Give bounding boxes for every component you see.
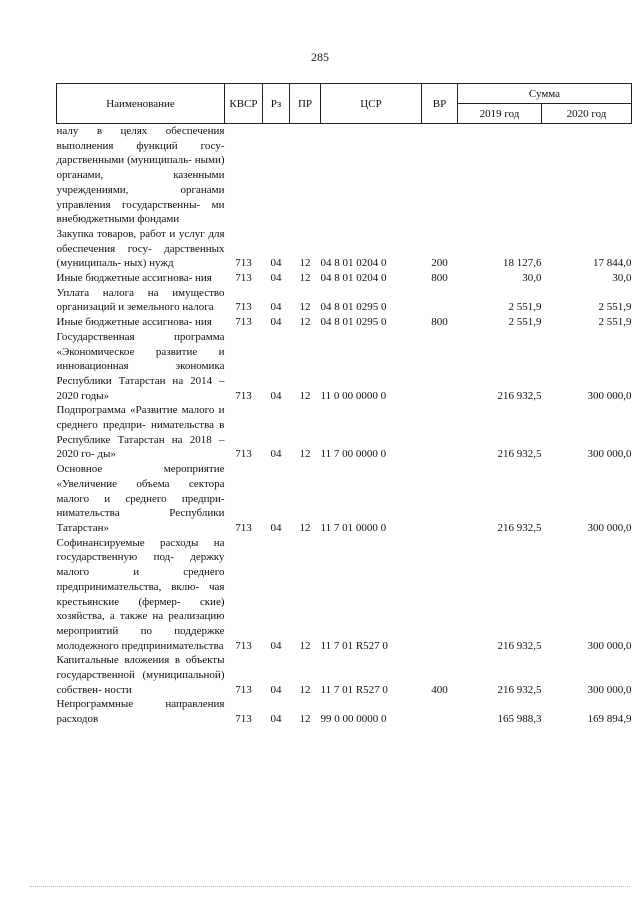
table-body (57, 124, 632, 727)
table-row (57, 330, 632, 404)
cell-vr (422, 286, 458, 315)
cell-2019: 2 551,9 (508, 301, 542, 314)
cell-vr (422, 403, 458, 462)
cell-kvsr: 713 (235, 257, 252, 270)
cell-csr: 04 8 01 0204 0 (320, 257, 387, 270)
cell-csr: 04 8 01 0295 0 (320, 316, 387, 329)
table-row (57, 697, 632, 726)
cell-2019 (458, 124, 542, 227)
cell-vr (422, 697, 458, 726)
cell-kvsr: 713 (235, 301, 252, 314)
cell-name: Софинансируемые расходы на государственную под- держку малого и среднего предпринимательства, вклю- чая крестьянские (фермер- ские) хозяйства, а также на реализацию мероприятий по поддержке молодежного предпринимательства (56, 536, 225, 652)
cell-vr (422, 330, 458, 404)
cell-pr: 12 (299, 448, 311, 461)
cell-vr: 800 (431, 272, 448, 285)
cell-rz: 04 (270, 316, 282, 329)
header-pr: ПР (290, 84, 321, 124)
cell-2019: 216 932,5 (497, 389, 542, 402)
cell-name: Государственная программа «Экономическое развитие и инновационная экономика Республики Татарстан на 2014 – 2020 годы» (56, 330, 225, 402)
cell-rz: 04 (270, 713, 282, 726)
table-header (57, 84, 632, 124)
cell-csr: 11 7 01 R527 0 (320, 683, 388, 696)
cell-kvsr: 713 (235, 639, 252, 652)
header-kvsr: КВСР (225, 84, 263, 124)
cell-pr: 12 (299, 301, 311, 314)
cell-csr: 04 8 01 0204 0 (320, 272, 387, 285)
cell-2020 (542, 124, 632, 227)
cell-csr: 11 7 00 0000 0 (320, 448, 387, 461)
cell-2020: 300 000,0 (587, 521, 632, 534)
cell-rz: 04 (270, 301, 282, 314)
cell-pr: 12 (299, 389, 311, 402)
table-row (57, 536, 632, 654)
cell-kvsr (225, 124, 263, 227)
cell-2019: 216 932,5 (497, 521, 542, 534)
cell-csr: 11 7 01 0000 0 (320, 521, 387, 534)
cell-kvsr: 713 (235, 521, 252, 534)
header-name: Наименование (57, 84, 225, 124)
cell-2020: 2 551,9 (598, 316, 632, 329)
cell-name: Капитальные вложения в объекты государственной (муниципальной) собствен- ности (56, 654, 225, 696)
cell-rz: 04 (270, 683, 282, 696)
cell-vr: 200 (431, 257, 448, 270)
cell-kvsr: 713 (235, 316, 252, 329)
cell-rz: 04 (270, 389, 282, 402)
cell-vr: 800 (431, 316, 448, 329)
cell-pr: 12 (299, 257, 311, 270)
cell-rz: 04 (270, 521, 282, 534)
cell-rz: 04 (270, 272, 282, 285)
cell-csr (321, 124, 422, 227)
table-row (57, 462, 632, 536)
header-vr: ВР (422, 84, 458, 124)
cell-rz (263, 124, 290, 227)
cell-pr (290, 124, 321, 227)
table-row (57, 271, 632, 286)
cell-kvsr: 713 (235, 683, 252, 696)
header-2020: 2020 год (542, 104, 632, 124)
cell-vr (422, 536, 458, 654)
cell-2019: 216 932,5 (497, 448, 542, 461)
cell-vr (422, 124, 458, 227)
cell-name: Иные бюджетные ассигнова- ния (56, 316, 212, 329)
table-row (57, 286, 632, 315)
cell-kvsr: 713 (235, 448, 252, 461)
cell-csr: 04 8 01 0295 0 (320, 301, 387, 314)
budget-table (56, 83, 632, 727)
cell-name: Закупка товаров, работ и услуг для обеспечения госу- дарственных (муниципаль- ных) нужд (56, 227, 225, 270)
cell-2019: 18 127,6 (503, 257, 542, 270)
cell-name: Иные бюджетные ассигнова- ния (56, 272, 212, 285)
cell-2019: 216 932,5 (497, 639, 542, 652)
cell-csr: 99 0 00 0000 0 (320, 713, 387, 726)
cell-2020: 30,0 (612, 272, 632, 285)
cell-vr (422, 462, 458, 536)
cell-kvsr: 713 (235, 272, 252, 285)
cell-pr: 12 (299, 272, 311, 285)
cell-name: налу в целях обеспечения выполнения функций госу- дарственными (муниципаль- ными) органами, казенными учреждениями, органами управления государственны- ми внебюджетными фондами (56, 125, 225, 226)
cell-pr: 12 (299, 521, 311, 534)
table-row (57, 653, 632, 697)
cell-2019: 2 551,9 (508, 316, 542, 329)
cell-name: Подпрограмма «Развитие малого и среднего предпри- нимательства в Республике Татарстан на 2018 – 2020 го- ды» (56, 404, 225, 461)
cell-2020: 300 000,0 (587, 389, 632, 402)
cell-pr: 12 (299, 316, 311, 329)
cell-pr: 12 (299, 683, 311, 696)
cell-2020: 300 000,0 (587, 683, 632, 696)
cell-rz: 04 (270, 257, 282, 270)
cell-csr: 11 0 00 0000 0 (320, 389, 387, 402)
cell-csr: 11 7 01 R527 0 (320, 639, 388, 652)
cell-kvsr: 713 (235, 389, 252, 402)
cell-pr: 12 (299, 639, 311, 652)
cell-vr: 400 (431, 683, 448, 696)
cell-2020: 300 000,0 (587, 448, 632, 461)
cell-2020: 169 894,9 (587, 713, 632, 726)
cell-name: Основное мероприятие «Увеличение объема сектора малого и среднего предпри- нимательства Республики Татарстан» (56, 463, 225, 534)
cell-pr: 12 (299, 713, 311, 726)
header-csr: ЦСР (321, 84, 422, 124)
cell-2020: 17 844,0 (593, 257, 632, 270)
cell-name: Уплата налога на имущество организаций и земельного налога (56, 286, 225, 314)
page-bottom-line (30, 886, 630, 887)
cell-2020: 300 000,0 (587, 639, 632, 652)
header-sum: Сумма (458, 84, 632, 104)
cell-2019: 216 932,5 (497, 683, 542, 696)
cell-rz: 04 (270, 448, 282, 461)
cell-name: Непрограммные направления расходов (56, 698, 225, 726)
cell-2020: 2 551,9 (598, 301, 632, 314)
table-row (57, 403, 632, 462)
table-row (57, 315, 632, 330)
cell-rz: 04 (270, 639, 282, 652)
header-2019: 2019 год (458, 104, 542, 124)
table-row (57, 124, 632, 227)
header-rz: Рз (263, 84, 290, 124)
cell-2019: 165 988,3 (497, 713, 542, 726)
cell-2019: 30,0 (522, 272, 542, 285)
page-number: 285 (311, 50, 329, 64)
cell-kvsr: 713 (235, 713, 252, 726)
table-row (57, 227, 632, 271)
